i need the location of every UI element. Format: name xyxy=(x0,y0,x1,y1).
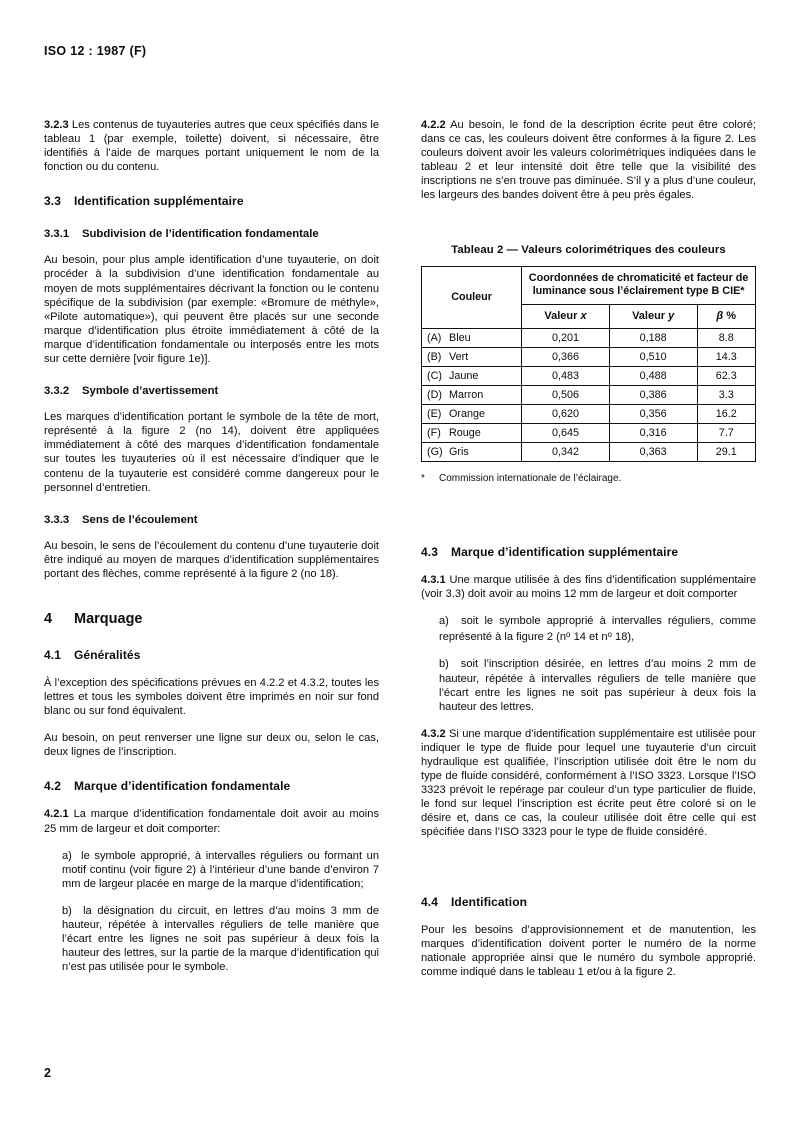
heading-3-3 xyxy=(44,194,379,209)
paragraph-4-1-a: À l’exception des spécifications prévues en 4.2.2 et 4.3.2, toutes les lettres et tous les symboles doivent être imprimés en noir sur fond blanc ou sur fond équivalent. xyxy=(44,676,379,718)
colour-tag: (D) xyxy=(427,389,442,402)
table-cell-valeur-x: 0,483 xyxy=(522,367,610,386)
clause-number-4-3-2: 4.3.2 xyxy=(421,727,446,740)
table-2-header-row-1 xyxy=(422,266,756,304)
table-cell-valeur-y: 0,510 xyxy=(609,348,697,367)
heading-4-4-title: Identification xyxy=(451,894,528,909)
heading-3-3-number: 3.3 xyxy=(44,194,61,209)
table-2-subheader-valeur-x: Valeur x xyxy=(522,304,610,329)
table-cell-beta-percent: 62.3 xyxy=(697,367,756,386)
paragraph-4-3-1 xyxy=(421,573,756,601)
heading-3-3-2-number: 3.3.2 xyxy=(44,385,70,398)
paragraph-4-3-1-text: Une marque utilisée à des fins d’identification supplémentaire (voir 3.3) doit avoir au moins 12 mm de largeur et doit comporter xyxy=(421,574,756,601)
clause-number-4-3-1: 4.3.1 xyxy=(421,574,446,587)
table-cell-valeur-y: 0,188 xyxy=(609,329,697,348)
table-cell-valeur-y: 0,316 xyxy=(609,424,697,443)
heading-4-3-number: 4.3 xyxy=(421,545,438,560)
table-2-header-couleur: Couleur xyxy=(422,266,522,329)
heading-3-3-2 xyxy=(44,384,379,398)
colour-label: Rouge xyxy=(449,427,481,440)
heading-4-4 xyxy=(421,895,756,910)
table-2-footnote xyxy=(421,472,756,485)
paragraph-4-3-2 xyxy=(421,727,756,840)
paragraph-4-2-2-text: Au besoin, le fond de la description écrite peut être coloré; dans ce cas, les couleurs doivent être conformes à la figure 2. Les couleurs doivent avoir les valeurs colorimétriques indiquées dans le tableau 2 et leur intensité doit être telle que la visibilité des inscriptions ne s’en trouve pas diminuée. S’il y a plus d’une couleur, les largeurs des bandes doivent être à peu près égales. xyxy=(421,119,756,202)
table-2-header-group: Coordonnées de chromaticité et facteur de luminance sous l’éclairement type B CIE* xyxy=(522,266,756,304)
table-2-head xyxy=(422,266,756,329)
list-item-4-3-1-b-text: soit l’inscription désirée, en lettres d’au moins 2 mm de hauteur, répétée à intervalles réguliers de telle manière que l’écart entre les lignes ne soit pas supérieur à deux fois la hauteur des lettres. xyxy=(439,658,757,713)
heading-4-1-number: 4.1 xyxy=(44,647,61,662)
heading-clause-4 xyxy=(44,611,379,628)
heading-clause-4-title: Marquage xyxy=(74,610,143,627)
table-row xyxy=(422,405,756,424)
table-cell-valeur-x: 0,201 xyxy=(522,329,610,348)
colour-label: Bleu xyxy=(449,332,471,345)
footnote-marker-asterisk: * xyxy=(421,473,425,485)
table-cell-colour-name xyxy=(422,367,522,386)
table-cell-colour-name xyxy=(422,424,522,443)
footnote-text: Commission internationale de l’éclairage. xyxy=(439,473,622,485)
heading-4-4-number: 4.4 xyxy=(421,894,438,909)
paragraph-3-2-3-text: Les contenus de tuyauteries autres que ceux spécifiés dans le tableau 1 (par exemple, toilette) doivent, si nécessaire, être identifiés à l’aide de marques portant uniquement le nom de la fonction ou du contenu. xyxy=(44,119,379,174)
colour-tag: (B) xyxy=(427,351,442,364)
heading-4-2-title: Marque d’identification fondamentale xyxy=(74,779,291,794)
colour-tag: (C) xyxy=(427,370,442,383)
table-cell-valeur-x: 0,366 xyxy=(522,348,610,367)
heading-3-3-3 xyxy=(44,513,379,527)
paragraph-3-3-3-text: Au besoin, le sens de l’écoulement du contenu d’une tuyauterie doit être indiqué au moyen de marques d’identification supplémentaires portant des flèches, comme représenté à la figure 2 (no 18). xyxy=(44,539,379,580)
heading-3-3-2-title: Symbole d’avertissement xyxy=(82,385,219,398)
table-2-caption: Tableau 2 — Valeurs colorimétriques des couleurs xyxy=(451,243,726,256)
page-header-standard-ref: ISO 12 : 1987 (F) xyxy=(44,44,147,58)
table-row xyxy=(422,329,756,348)
page-number: 2 xyxy=(44,1066,51,1080)
table-row xyxy=(422,443,756,462)
table-cell-valeur-y: 0,356 xyxy=(609,405,697,424)
heading-clause-4-number: 4 xyxy=(44,610,53,627)
heading-3-3-1-number: 3.3.1 xyxy=(44,228,70,241)
table-cell-valeur-x: 0,342 xyxy=(522,443,610,462)
list-label-a: a) xyxy=(62,849,72,862)
colour-tag: (G) xyxy=(427,446,443,459)
colour-label: Jaune xyxy=(449,370,479,383)
heading-4-3-title: Marque d’identification supplémentaire xyxy=(451,545,679,560)
colour-tag: (E) xyxy=(427,408,442,421)
table-cell-beta-percent: 8.8 xyxy=(697,329,756,348)
table-cell-beta-percent: 14.3 xyxy=(697,348,756,367)
clause-number-4-2-1: 4.2.1 xyxy=(44,808,69,821)
heading-3-3-title: Identification supplémentaire xyxy=(74,194,244,209)
table-cell-valeur-x: 0,645 xyxy=(522,424,610,443)
table-cell-colour-name xyxy=(422,405,522,424)
clause-number-4-2-2: 4.2.2 xyxy=(421,119,446,131)
left-column xyxy=(44,118,379,992)
colour-label: Gris xyxy=(449,446,469,459)
table-row xyxy=(422,348,756,367)
list-label-a: a) xyxy=(439,615,449,628)
table-cell-beta-percent: 29.1 xyxy=(697,443,756,462)
heading-4-2 xyxy=(44,779,379,794)
table-2-body xyxy=(422,329,756,462)
table-cell-valeur-y: 0,488 xyxy=(609,367,697,386)
table-cell-beta-percent: 7.7 xyxy=(697,424,756,443)
list-item-4-2-1-a-text: le symbole approprié, à intervalles réguliers ou formant un motif continu (voir figure 2) à l’intérieur d’une bande d’environ 7 mm de largeur placée en marge de la marque d’identification; xyxy=(62,849,379,890)
list-item-4-2-1-a xyxy=(62,849,379,891)
list-item-4-3-1-a xyxy=(439,614,756,644)
colour-tag: (A) xyxy=(427,332,442,345)
right-column xyxy=(421,118,756,992)
paragraph-4-2-2 xyxy=(421,118,756,203)
list-label-b: b) xyxy=(439,658,449,671)
clause-number-3-2-3: 3.2.3 xyxy=(44,119,69,131)
colour-tag: (F) xyxy=(427,427,441,440)
table-2-subheader-valeur-y: Valeur y xyxy=(609,304,697,329)
table-cell-valeur-x: 0,620 xyxy=(522,405,610,424)
paragraph-4-2-1-text: La marque d’identification fondamentale doit avoir au moins 25 mm de largeur et doit comporter: xyxy=(44,808,379,835)
paragraph-4-4-text: Pour les besoins d’approvisionnement et de manutention, les marques d’identification doivent porter le numéro de la norme nationale appropriée ainsi que le numéro du symbole approprié. comme indiqué dans le tableau 1 et/ou à la figure 2. xyxy=(421,923,756,978)
table-cell-valeur-x: 0,506 xyxy=(522,386,610,405)
spacer-before-4-3 xyxy=(421,485,756,525)
colour-label: Orange xyxy=(449,408,486,421)
paragraph-4-2-1 xyxy=(44,807,379,835)
table-cell-beta-percent: 16.2 xyxy=(697,405,756,424)
spacer-before-4-4 xyxy=(421,853,756,875)
table-cell-colour-name xyxy=(422,329,522,348)
heading-3-3-1-title: Subdivision de l’identification fondamentale xyxy=(82,228,319,241)
table-row xyxy=(422,424,756,443)
table-cell-beta-percent: 3.3 xyxy=(697,386,756,405)
list-item-4-3-1-a-text: soit le symbole approprié à intervalles réguliers, comme représenté à la figure 2 ($n^o$ 14 et $n^o$ 18), xyxy=(439,615,757,644)
heading-4-1 xyxy=(44,648,379,663)
table-cell-colour-name xyxy=(422,443,522,462)
list-label-b: b) xyxy=(62,904,72,917)
table-cell-colour-name xyxy=(422,386,522,405)
paragraph-3-3-2-text: Les marques d’identification portant le symbole de la tête de mort, représenté à la figure 2 (no 14), doivent être appliquées immédiatement à côté des marques d’identification fondamentale sur toutes les tuyauteries où il est nécessaire d’indiquer que le contenu de la tuyauterie est considéré comme dangereux pour le personnel d’entretien. xyxy=(44,411,379,494)
table-2-colorimetric-values xyxy=(421,266,756,463)
two-column-body xyxy=(44,118,756,992)
heading-4-1-title: Généralités xyxy=(74,647,141,662)
table-2-subheader-beta: β % xyxy=(697,304,756,329)
paragraph-3-2-3 xyxy=(44,118,379,174)
table-cell-colour-name xyxy=(422,348,522,367)
spacer-before-table xyxy=(421,216,756,238)
table-row xyxy=(422,386,756,405)
paragraph-4-3-2-text: Si une marque d’identification supplémentaire est utilisée pour indiquer le type de fluide pour lequel une tuyauterie d’un circuit hydraulique est qualifiée, l’inscription utilisée doit être le nom du type de fluide considéré, conformément à l’ISO 3323. Lorsque l’ISO 3323 prévoit le repérage par couleur d’un type particulier de fluide, le fond sur lequel l’inscription est écrite peut être coloré si on le désire et, dans ce cas, la couleur utilisée doit être celle qui est spécifiée dans l’ISO 3323 pour le type de fluide considéré. xyxy=(421,727,756,839)
colour-label: Vert xyxy=(449,351,469,364)
list-item-4-2-1-b-text: la désignation du circuit, en lettres d’au moins 3 mm de hauteur, répétée à intervalles réguliers de telle manière que l’écart entre les lignes ne soit pas supérieur à deux fois la hauteur des lettres, sur la partie de la marque d’identification qui n’est pas utilisée pour le symbole. xyxy=(62,904,380,974)
table-cell-valeur-y: 0,386 xyxy=(609,386,697,405)
list-item-4-2-1-b xyxy=(62,904,379,974)
table-cell-valeur-y: 0,363 xyxy=(609,443,697,462)
heading-3-3-1 xyxy=(44,227,379,241)
list-item-4-3-1-b xyxy=(439,657,756,713)
heading-4-2-number: 4.2 xyxy=(44,779,61,794)
paragraph-3-3-1-text: Au besoin, pour plus ample identification d’une tuyauterie, on doit procéder à la subdivision d’une identification fondamentale au moyen de mots supplémentaires décrivant la fonction ou le contenu spécifique de la subdivision (par exemple: «Bromure de méthyle», «Pilote automatique»), qui peuvent être placés sur une seconde marque d’identification plus étroite immédiatement à côté de la marque d’identification fondamentale ou interposés entre les mots sur cette dernière [voir figure 1e)]. xyxy=(44,254,379,366)
heading-3-3-3-number: 3.3.3 xyxy=(44,513,70,526)
heading-4-3 xyxy=(421,545,756,560)
paragraph-4-1-b: Au besoin, on peut renverser une ligne sur deux ou, selon le cas, deux lignes de l’inscription. xyxy=(44,732,379,759)
table-row xyxy=(422,367,756,386)
heading-3-3-3-title: Sens de l’écoulement xyxy=(82,513,198,526)
colour-label: Marron xyxy=(449,389,484,402)
